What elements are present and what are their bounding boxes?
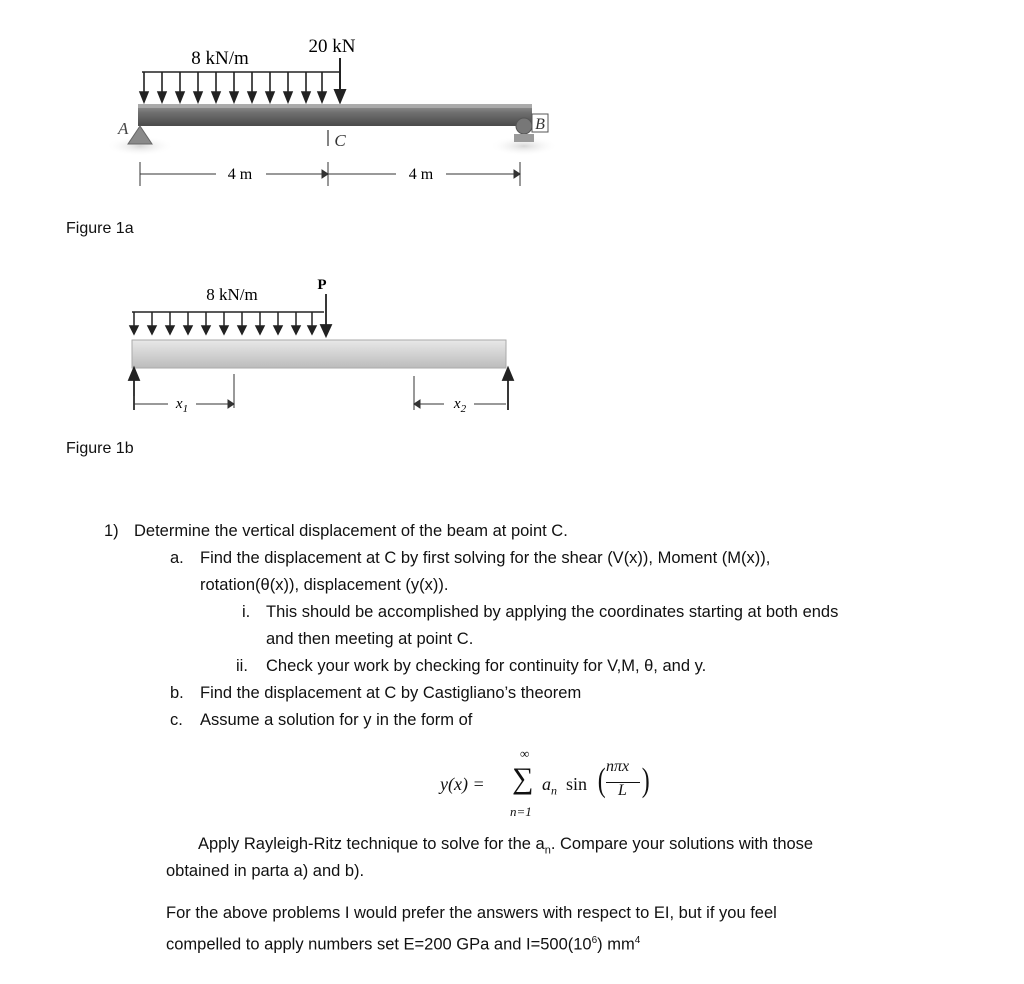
rayleigh-ritz-line1: Apply Rayleigh-Ritz technique to solve for the $a_n$. Compare your solutions with those	[198, 835, 814, 857]
sum-upper-limit: ∞	[520, 746, 530, 761]
part-b	[170, 680, 581, 707]
sum-lower-limit: n=1	[510, 804, 532, 819]
fig1a-load-label: 8 kN/m	[191, 48, 249, 69]
fig1b-point-load-label: P	[317, 277, 327, 293]
part-a-ii	[236, 653, 706, 680]
fig1a-label-c: C	[334, 131, 346, 150]
fig1b-beam	[132, 340, 506, 368]
part-a-i	[242, 599, 838, 626]
fig1a-label-b: B	[535, 116, 545, 133]
part-a-marker: a.	[170, 549, 184, 567]
problem-number: 1)	[104, 522, 119, 540]
fig1b-load-label: 8 kN/m	[206, 285, 258, 304]
figure-1b-diagram	[110, 270, 530, 430]
equation-lhs: y(x) =	[440, 774, 485, 794]
problem-text: Determine the vertical displacement of the beam at point C.	[134, 522, 568, 540]
part-c-text: Assume a solution for y in the form of	[200, 711, 473, 729]
fig1a-span-left: 4 m	[227, 166, 253, 183]
paren-right: )	[641, 762, 650, 799]
note-line2: compelled to apply numbers set E=200 GPa and $I=500(10^6)$ $mm^4$	[166, 935, 641, 954]
fraction-numerator: nπx	[606, 758, 630, 775]
part-a-ii-text: Check your work by checking for continuity for V,M, θ, and y.	[266, 657, 707, 675]
part-a-line2: rotation(θ(x)), displacement (y(x)).	[200, 576, 449, 594]
fig1a-dimensions	[140, 162, 520, 186]
fig1a-load-arrows	[140, 72, 326, 102]
figure-1a-diagram	[100, 30, 580, 200]
coefficient: $a_n$	[542, 774, 557, 798]
part-b-text: Find the displacement at C by Castigliano’s theorem	[200, 684, 582, 702]
fig1b-coord-x1-label: $x_1$	[175, 396, 189, 415]
sum-symbol: ∑	[512, 762, 534, 795]
fig1a-label-a: A	[118, 119, 129, 138]
part-a-line1: Find the displacement at C by first solving for the shear (V(x)), Moment (M(x)),	[200, 549, 771, 567]
part-a-i-marker: i.	[242, 603, 251, 621]
fig1a-support-a	[128, 126, 152, 144]
part-c	[170, 707, 472, 734]
paren-left: (	[597, 762, 606, 799]
fig1a-point-load-label: 20 kN	[308, 36, 356, 57]
problem-1	[104, 518, 568, 545]
fig1a-span-right: 4 m	[408, 166, 434, 183]
fig1b-coord-x2-label: $x_2$	[453, 396, 467, 415]
part-a-i-line1: This should be accomplished by applying the coordinates starting at both ends	[266, 603, 839, 621]
sine-function: sin	[566, 774, 588, 794]
part-a	[170, 545, 770, 572]
series-equation	[440, 744, 680, 824]
fraction-denominator: L	[618, 782, 627, 799]
note-line1: For the above problems I would prefer the answers with respect to EI, but if you feel	[166, 904, 777, 922]
fig1b-load-arrows	[130, 312, 316, 334]
figure-1a-caption: Figure 1a	[66, 220, 134, 237]
part-a-i-line2: and then meeting at point C.	[266, 630, 474, 648]
fig1a-support-b	[514, 118, 534, 142]
part-b-marker: b.	[170, 684, 184, 702]
rayleigh-ritz-line2: obtained in parta a) and b).	[166, 862, 365, 880]
part-a-ii-marker: ii.	[236, 657, 248, 675]
figure-1b-caption: Figure 1b	[66, 440, 134, 457]
part-c-marker: c.	[170, 711, 183, 729]
fig1b-point-load-arrow	[321, 294, 331, 336]
fig1a-point-load-arrow	[335, 58, 345, 102]
